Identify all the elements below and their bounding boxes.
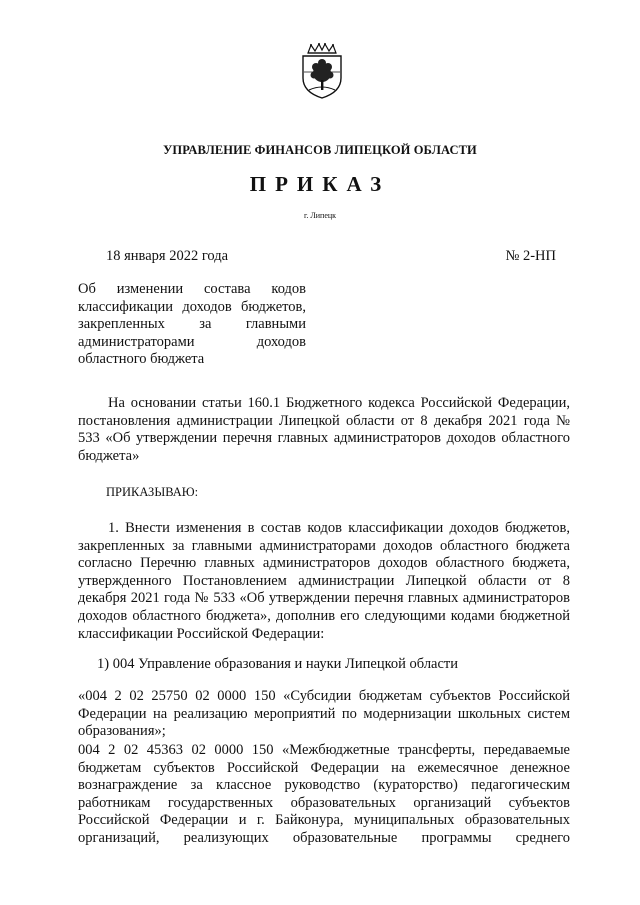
document-date: 18 января 2022 года xyxy=(106,248,229,264)
budget-code-1: «004 2 02 25750 02 0000 150 «Субсидии бюджетам субъектов Российской Федерации на реализацию мероприятий по модернизации школьных систем образования»; xyxy=(78,688,570,740)
basis-paragraph: На основании статьи 160.1 Бюджетного кодекса Российской Федерации, постановления администрации Липецкой области от 8 декабря 2021 года № 533 «Об утверждении перечня главных администраторов доходов областного бюджета» xyxy=(78,395,570,464)
document-subject: Об изменении состава кодов классификации доходов бюджетов, закрепленных за главными администраторами доходов областного бюджета xyxy=(78,281,306,368)
item-1-paragraph: 1. Внести изменения в состав кодов классификации доходов бюджетов, закрепленных за главными администраторами доходов областного бюджета согласно Перечню главных администраторов доходов областного бюджета, утвержденного Постановлением администрации Липецкой области от 8 декабря 2021 года № 533 «Об утверждении перечня главных администраторов доходов областного бюджета», дополнив его следующими кодами бюджетной классификации Российской Федерации: xyxy=(78,520,570,642)
organization-title: УПРАВЛЕНИЕ ФИНАНСОВ ЛИПЕЦКОЙ ОБЛАСТИ xyxy=(163,143,477,157)
order-word: ПРИКАЗЫВАЮ: xyxy=(106,485,199,499)
city-label: г. Липецк xyxy=(303,211,337,220)
budget-code-2: 004 2 02 45363 02 0000 150 «Межбюджетные трансферты, передаваемые бюджетам субъектов Российской Федерации на ежемесячное денежное вознаграждение за классное руководство (кураторство) педагогическим работникам государственных образовательных организаций субъектов Российской Федерации и г. Байконура, муниципальных образовательных организаций, реализующих образовательные программы среднего xyxy=(78,742,570,846)
subitem-1: 1) 004 Управление образования и науки Липецкой области xyxy=(97,656,459,672)
lipetsk-coat-of-arms-icon xyxy=(295,42,349,100)
document-number: № 2-НП xyxy=(505,248,556,264)
document-type-title: ПРИКАЗ xyxy=(249,172,391,196)
